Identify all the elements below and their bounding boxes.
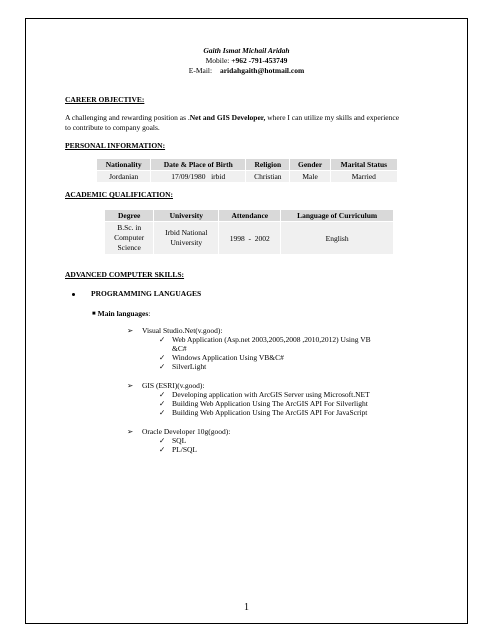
- table-row: [97, 171, 398, 183]
- skill-group-title: Oracle Developer 10g(good):: [142, 427, 231, 436]
- skills-heading: ADVANCED COMPUTER SKILLS:: [65, 270, 185, 279]
- check-icon: ✓: [159, 362, 166, 371]
- personal-nationality: Jordanian: [97, 171, 151, 183]
- career-heading: CAREER OBJECTIVE:: [65, 95, 145, 104]
- personal-heading: PERSONAL INFORMATION:: [65, 141, 166, 150]
- check-icon: ✓: [159, 335, 166, 344]
- email-line: [26, 66, 467, 76]
- email-value[interactable]: aridahgaith@hotmail.com: [219, 66, 305, 75]
- skill-item: Developing application with ArcGIS Server using Microsoft.NET: [172, 390, 370, 399]
- personal-table: [96, 158, 398, 183]
- personal-gender: Male: [290, 171, 330, 183]
- check-icon: ✓: [159, 353, 166, 362]
- table-row: [105, 222, 394, 255]
- personal-col-birth: Date & Place of Birth: [151, 159, 246, 171]
- personal-col-religion: Religion: [246, 159, 290, 171]
- skill-group-title: Visual Studio.Net(v.good):: [142, 326, 223, 335]
- career-text-bold: Net and GIS Developer,: [189, 113, 266, 122]
- main-languages-colon: :: [148, 309, 151, 318]
- career-text-pre: A challenging and rewarding position as .: [65, 113, 190, 122]
- resume-page: [25, 18, 468, 624]
- list-item: [159, 362, 206, 372]
- degree-line: B.Sc. in: [117, 223, 142, 232]
- personal-col-gender: Gender: [290, 159, 330, 171]
- skill-item: Web Application (Asp.net 2003,2005,2008 ,2010,2012) Using VB: [172, 335, 371, 344]
- list-item: [159, 408, 367, 418]
- mobile-value: +962 -791-453749: [231, 56, 288, 65]
- academic-col-attendance: Attendance: [219, 210, 281, 222]
- academic-degree: [105, 222, 154, 255]
- check-icon: ✓: [159, 436, 166, 445]
- check-icon: ✓: [159, 390, 166, 399]
- bullet-icon: [72, 293, 75, 296]
- academic-attendance: 1998 - 2002: [219, 222, 281, 255]
- check-icon: ✓: [159, 408, 166, 417]
- page-number: 1: [244, 602, 249, 613]
- check-icon: ✓: [159, 445, 166, 454]
- main-languages-line: [92, 309, 150, 319]
- academic-language: English: [281, 222, 394, 255]
- academic-heading: ACADEMIC QUALIFICATION:: [65, 190, 173, 199]
- arrow-icon: ➢: [127, 427, 134, 436]
- arrow-icon: ➢: [127, 381, 134, 390]
- list-item: [159, 445, 197, 455]
- academic-col-language: Language of Curriculum: [281, 210, 394, 222]
- mobile-line: [26, 56, 467, 66]
- mobile-label: Mobile:: [205, 56, 230, 65]
- skill-item: SQL: [172, 436, 187, 445]
- skill-item: PL/SQL: [172, 445, 198, 454]
- academic-col-degree: Degree: [105, 210, 154, 222]
- personal-col-nationality: Nationality: [97, 159, 151, 171]
- personal-col-marital: Marital Status: [330, 159, 397, 171]
- academic-table: [104, 209, 394, 255]
- skill-item: Building Web Application Using The ArcGIS API For JavaScript: [172, 408, 368, 417]
- skill-group-title: GIS (ESRI)(v.good):: [142, 381, 205, 390]
- check-icon: ✓: [159, 399, 166, 408]
- list-item: [159, 335, 371, 345]
- academic-header-row: [105, 210, 394, 222]
- square-bullet-icon: ■: [92, 310, 96, 317]
- academic-university: [154, 222, 219, 255]
- arrow-icon: ➢: [127, 326, 134, 335]
- personal-birth: 17/09/1980 irbid: [151, 171, 246, 183]
- career-text: [65, 113, 435, 132]
- career-text-line2: to contribute to company goals.: [65, 122, 160, 132]
- email-label: E-Mail:: [188, 66, 213, 75]
- degree-line: Computer: [114, 233, 145, 242]
- skill-item: Windows Application Using VB&C#: [172, 353, 284, 362]
- degree-line: Science: [117, 243, 141, 252]
- personal-header-row: [97, 159, 398, 171]
- personal-marital: Married: [330, 171, 397, 183]
- candidate-name: Gaith Ismat Michail Aridah: [203, 46, 290, 55]
- programming-line: [72, 289, 201, 299]
- skill-item: Building Web Application Using The ArcGIS API For Silverlight: [172, 399, 368, 408]
- programming-label: PROGRAMMING LANGUAGES: [91, 289, 202, 298]
- university-line: University: [170, 238, 203, 247]
- skill-item: SilverLight: [172, 362, 207, 371]
- personal-religion: Christian: [246, 171, 290, 183]
- career-text-post: where I can utilize my skills and experience: [265, 113, 400, 122]
- main-languages-label: Main languages: [97, 309, 149, 318]
- university-line: Irbid National: [165, 228, 208, 237]
- academic-col-university: University: [154, 210, 219, 222]
- skill-item-continued: &C#: [172, 344, 187, 353]
